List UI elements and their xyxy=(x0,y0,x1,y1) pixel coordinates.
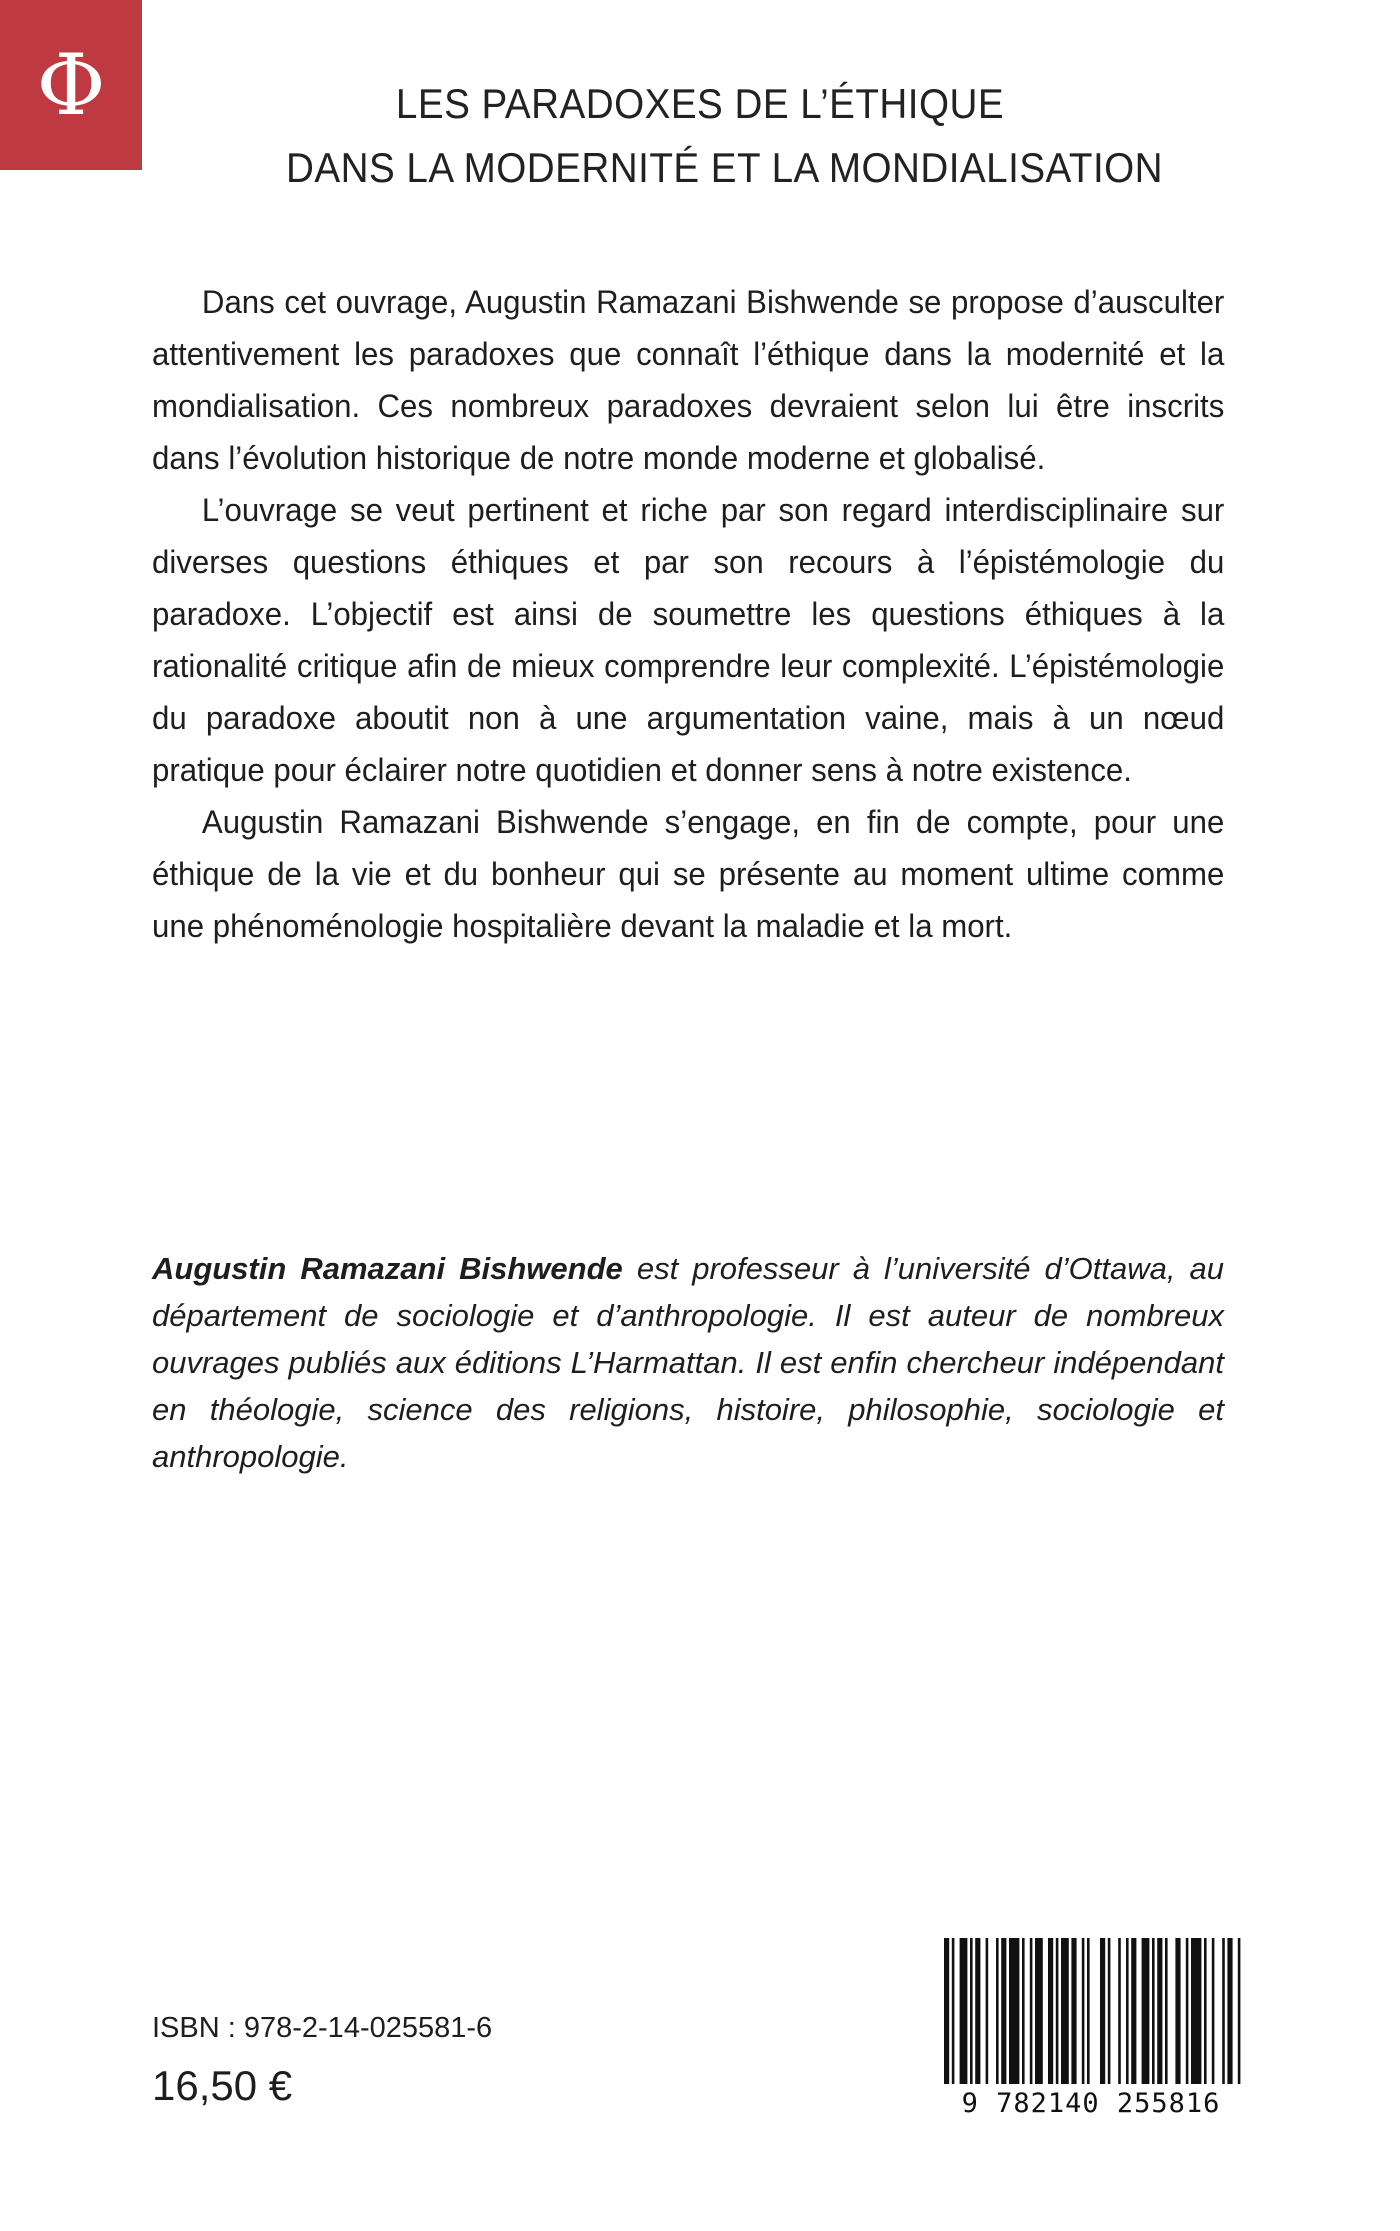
price: 16,50 € xyxy=(152,2062,293,2109)
title-line-2: DANS LA MODERNITÉ ET LA MONDIALISATION xyxy=(286,144,1164,191)
phi-icon: Φ xyxy=(36,36,106,134)
summary-paragraph-3: Augustin Ramazani Bishwende s’engage, en fin de compte, pour une éthique de la vie et du bonheur qui se présente au moment ultime comme une phénoménologie hospitalière devant la maladie et la mort. xyxy=(152,804,1225,944)
barcode xyxy=(938,1938,1244,2128)
title-line-1: LES PARADOXES DE L’ÉTHIQUE xyxy=(395,80,1005,127)
book-title xyxy=(286,72,1164,200)
barcode-icon xyxy=(938,1938,1244,2088)
author-bio-text: est professeur à l’université d’Ottawa, au département de sociologie et d’anthropologie. Il est auteur de nombreux ouvrages publiés aux éditions L’Harmattan. Il est enfin chercheur indépendant en théologie, science des religions, histoire, philosophie, sociologie et anthropologie. xyxy=(152,1251,1224,1474)
summary-paragraph-2: L’ouvrage se veut pertinent et riche par son regard interdisciplinaire sur diverses questions éthiques et par son recours à l’épistémologie du paradoxe. L’objectif est ainsi de soumettre les questions éthiques à la rationalité critique afin de mieux comprendre leur complexité. L’épistémologie du paradoxe aboutit non à une argumentation vaine, mais à un nœud pratique pour éclairer notre quotidien et donner sens à notre existence. xyxy=(152,492,1225,788)
barcode-digits: 9 782140 255816 xyxy=(961,2088,1221,2119)
isbn: ISBN : 978-2-14-025581-6 xyxy=(152,2012,493,2044)
publisher-logo xyxy=(0,0,142,170)
author-name: Augustin Ramazani Bishwende xyxy=(152,1251,623,1286)
back-cover-summary xyxy=(152,276,1224,952)
author-bio xyxy=(152,1245,1224,1480)
summary-paragraph-1: Dans cet ouvrage, Augustin Ramazani Bishwende se propose d’ausculter attentivement les paradoxes que connaît l’éthique dans la modernité et la mondialisation. Ces nombreux paradoxes devraient selon lui être inscrits dans l’évolution historique de notre monde moderne et globalisé. xyxy=(152,284,1225,476)
